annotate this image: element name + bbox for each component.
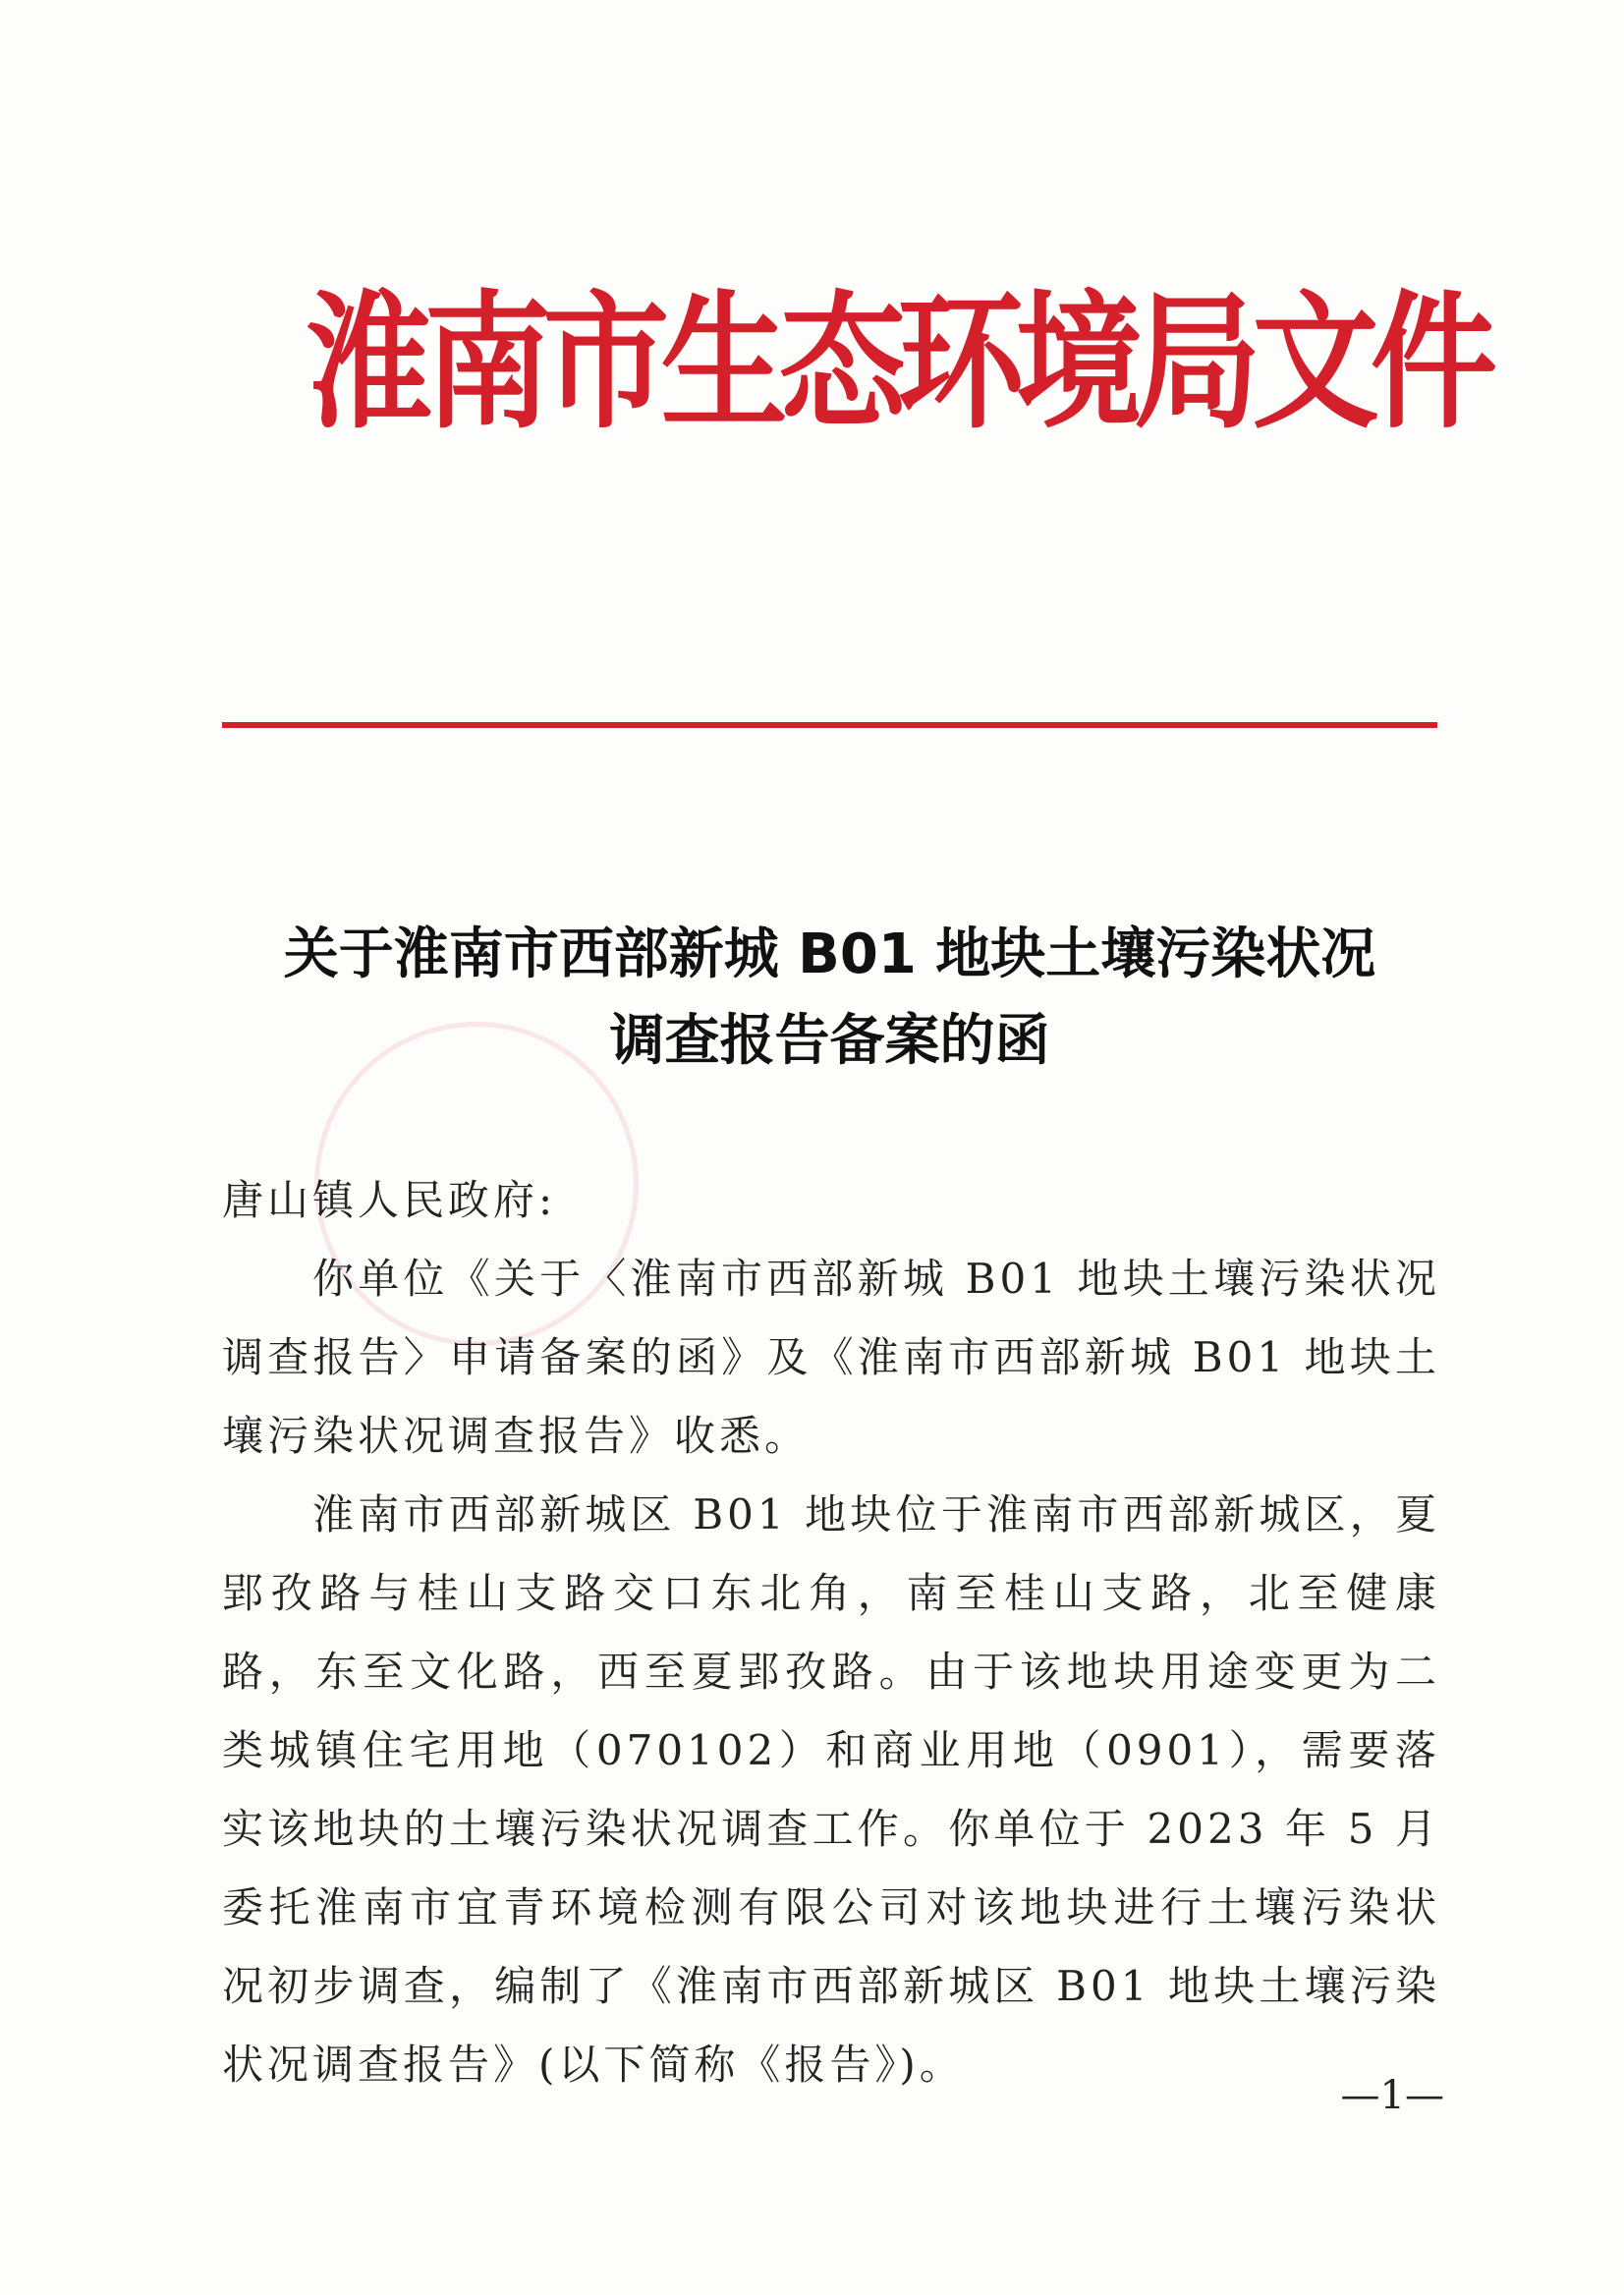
- document-title: [222, 912, 1437, 1085]
- document-title-line-1: 关于淮南市西部新城 B01 地块土壤污染状况: [283, 923, 1376, 986]
- masthead-red-rule: [222, 722, 1437, 728]
- page-number: —1—: [1340, 2073, 1444, 2118]
- masthead-title: 淮南市生态环境局文件: [306, 278, 1489, 449]
- body-paragraph-2: 淮南市西部新城区 B01 地块位于淮南市西部新城区，夏郢孜路与桂山支路交口东北角，南至桂山支路，北至健康路，东至文化路，西至夏郢孜路。由于该地块用途变更为二类城镇住宅用地（070102）和商业用地（0901），需要落实该地块的土壤污染状况调查工作。你单位于 2023 年 5 月委托淮南市宜青环境检测有限公司对该地块进行土壤污染状况初步调查，编制了《淮南市西部新城区 B01 地块土壤污染状况调查报告》(以下简称《报告》)。: [222, 1490, 1440, 2089]
- salutation: 唐山镇人民政府:: [222, 1176, 557, 1224]
- body-paragraph-1: 你单位《关于〈淮南市西部新城 B01 地块土壤污染状况调查报告〉申请备案的函》及《淮南市西部新城 B01 地块土壤污染状况调查报告》收悉。: [222, 1255, 1440, 1460]
- letter-body: [222, 1161, 1440, 2104]
- document-title-line-2: 调查报告备案的函: [609, 1009, 1050, 1073]
